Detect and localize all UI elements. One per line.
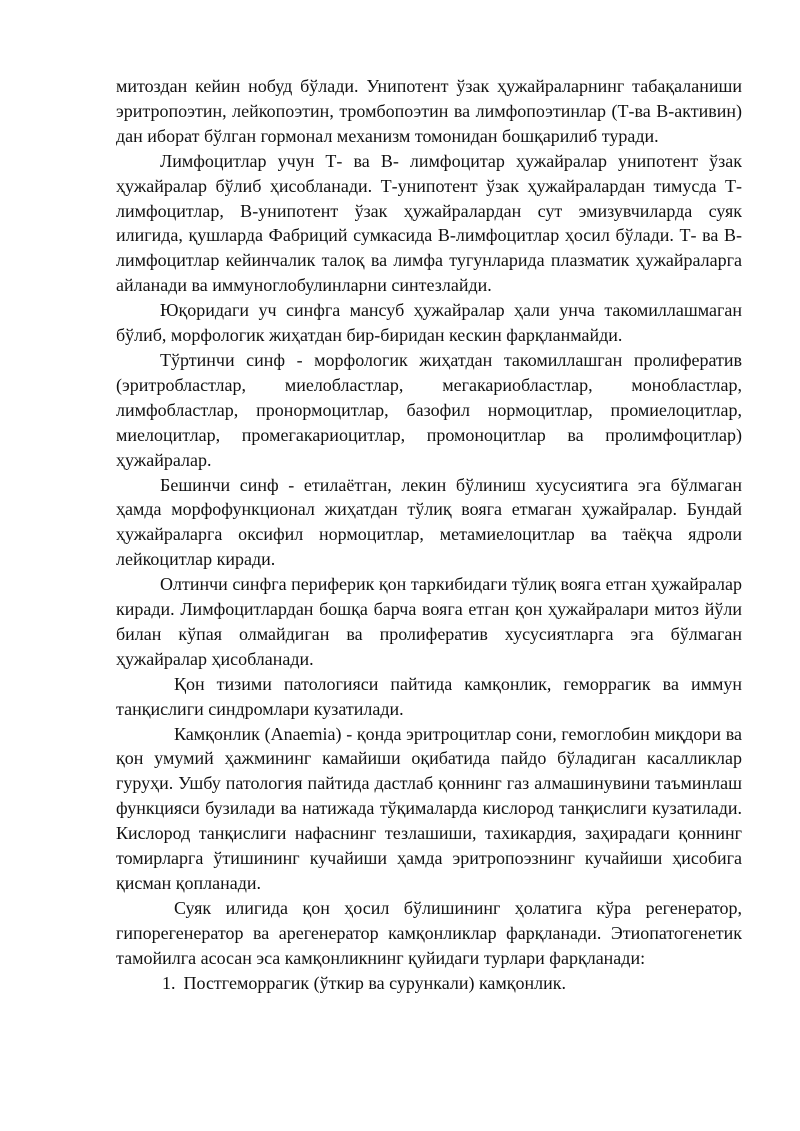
paragraph-lymphocytes: Лимфоцитлар учун Т- ва В- лимфоцитар ҳужайралар унипотент ўзак ҳужайралар бўлиб ҳисобланади. Т-унипотент ўзак ҳужайралардан тимусда Т-лимфоцитлар, В-унипотент ўзак ҳужайралардан сут эмизувчиларда суяк илигида, қушларда Фабриций сумкасида В-лимфоцитлар ҳосил бўлади. Т- ва В-лимфоцитлар кейинчалик талоқ ва лимфа тугунларида плазматик ҳужайраларга айланади ва иммуноглобулинларни синтезлайди. — [116, 150, 742, 296]
paragraph-mitosis-continuation: митоздан кейин нобуд бўлади. Унипотент ўзак ҳужайраларнинг табақаланиши эритропоэтин, лейкопоэтин, тромбопоэтин ва лимфопоэтинлар (Т-ва В-активин) дан иборат бўлган гормонал механизм томонидан бошқарилиб туради. — [116, 76, 742, 146]
document-page — [116, 74, 742, 996]
paragraph-anaemia-types: Суяк илигида қон ҳосил бўлишининг ҳолатига кўра регенератор, гипорегенератор ва арегенератор камқонликлар фарқланади. Этиопатогенетик тамойилга асосан эса камқонликнинг қуйидаги турлари фарқланади: — [116, 897, 742, 968]
list-item — [116, 971, 742, 996]
paragraph-sixth-class: Олтинчи синфга периферик қон таркибидаги тўлиқ вояга етган ҳужайралар киради. Лимфоцитлардан бошқа барча вояга етган қон ҳужайралари митоз йўли билан кўпая олмайдиган ва пролифератив хусусиятларга эга бўлмаган ҳужайралар ҳисобланади. — [116, 574, 742, 669]
paragraph-blood-pathology: Қон тизими патологияси пайтида камқонлик, геморрагик ва иммун танқислиги синдромлари кузатилади. — [116, 673, 742, 719]
list-item-number: 1. — [162, 972, 176, 993]
list-item-text: Постгеморрагик (ўткир ва сурункали) камқонлик. — [183, 972, 567, 993]
paragraph-anaemia: Камқонлик (Anaemia) - қонда эритроцитлар сони, гемоглобин миқдори ва қон умумий ҳажмининг камайиши оқибатида пайдо бўладиган касалликлар гуруҳи. Ушбу патология пайтида дастлаб қоннинг газ алмашинувини таъминлаш функцияси бузилади ва натижада тўқималарда кислород танқислиги кузатилади. Кислород танқислиги нафаснинг тезлашиши, тахикардия, заҳирадаги қоннинг томирларга ўтишининг кучайиши ҳамда эритропоэзнинг кучайиши ҳисобига қисман қопланади. — [116, 723, 742, 893]
paragraph-three-classes: Юқоридаги уч синфга мансуб ҳужайралар ҳали унча такомиллашмаган бўлиб, морфологик жиҳатдан бир-биридан кескин фарқланмайди. — [116, 300, 742, 346]
paragraph-fourth-class: Тўртинчи синф - морфологик жиҳатдан такомиллашган пролифератив (эритробластлар, миелобластлар, мегакариобластлар, монобластлар, лимфобластлар, пронормоцитлар, базофил нормоцитлар, промиелоцитлар, миелоцитлар, промегакариоцитлар, промоноцитлар ва пролимфоцитлар) ҳужайралар. — [116, 349, 742, 470]
paragraph-fifth-class: Бешинчи синф - етилаётган, лекин бўлиниш хусусиятига эга бўлмаган ҳамда морфофункционал жиҳатдан тўлиқ вояга етмаган ҳужайралар. Бундай ҳужайраларга оксифил нормоцитлар, метамиелоцитлар ва таёқча ядроли лейкоцитлар киради. — [116, 474, 742, 570]
